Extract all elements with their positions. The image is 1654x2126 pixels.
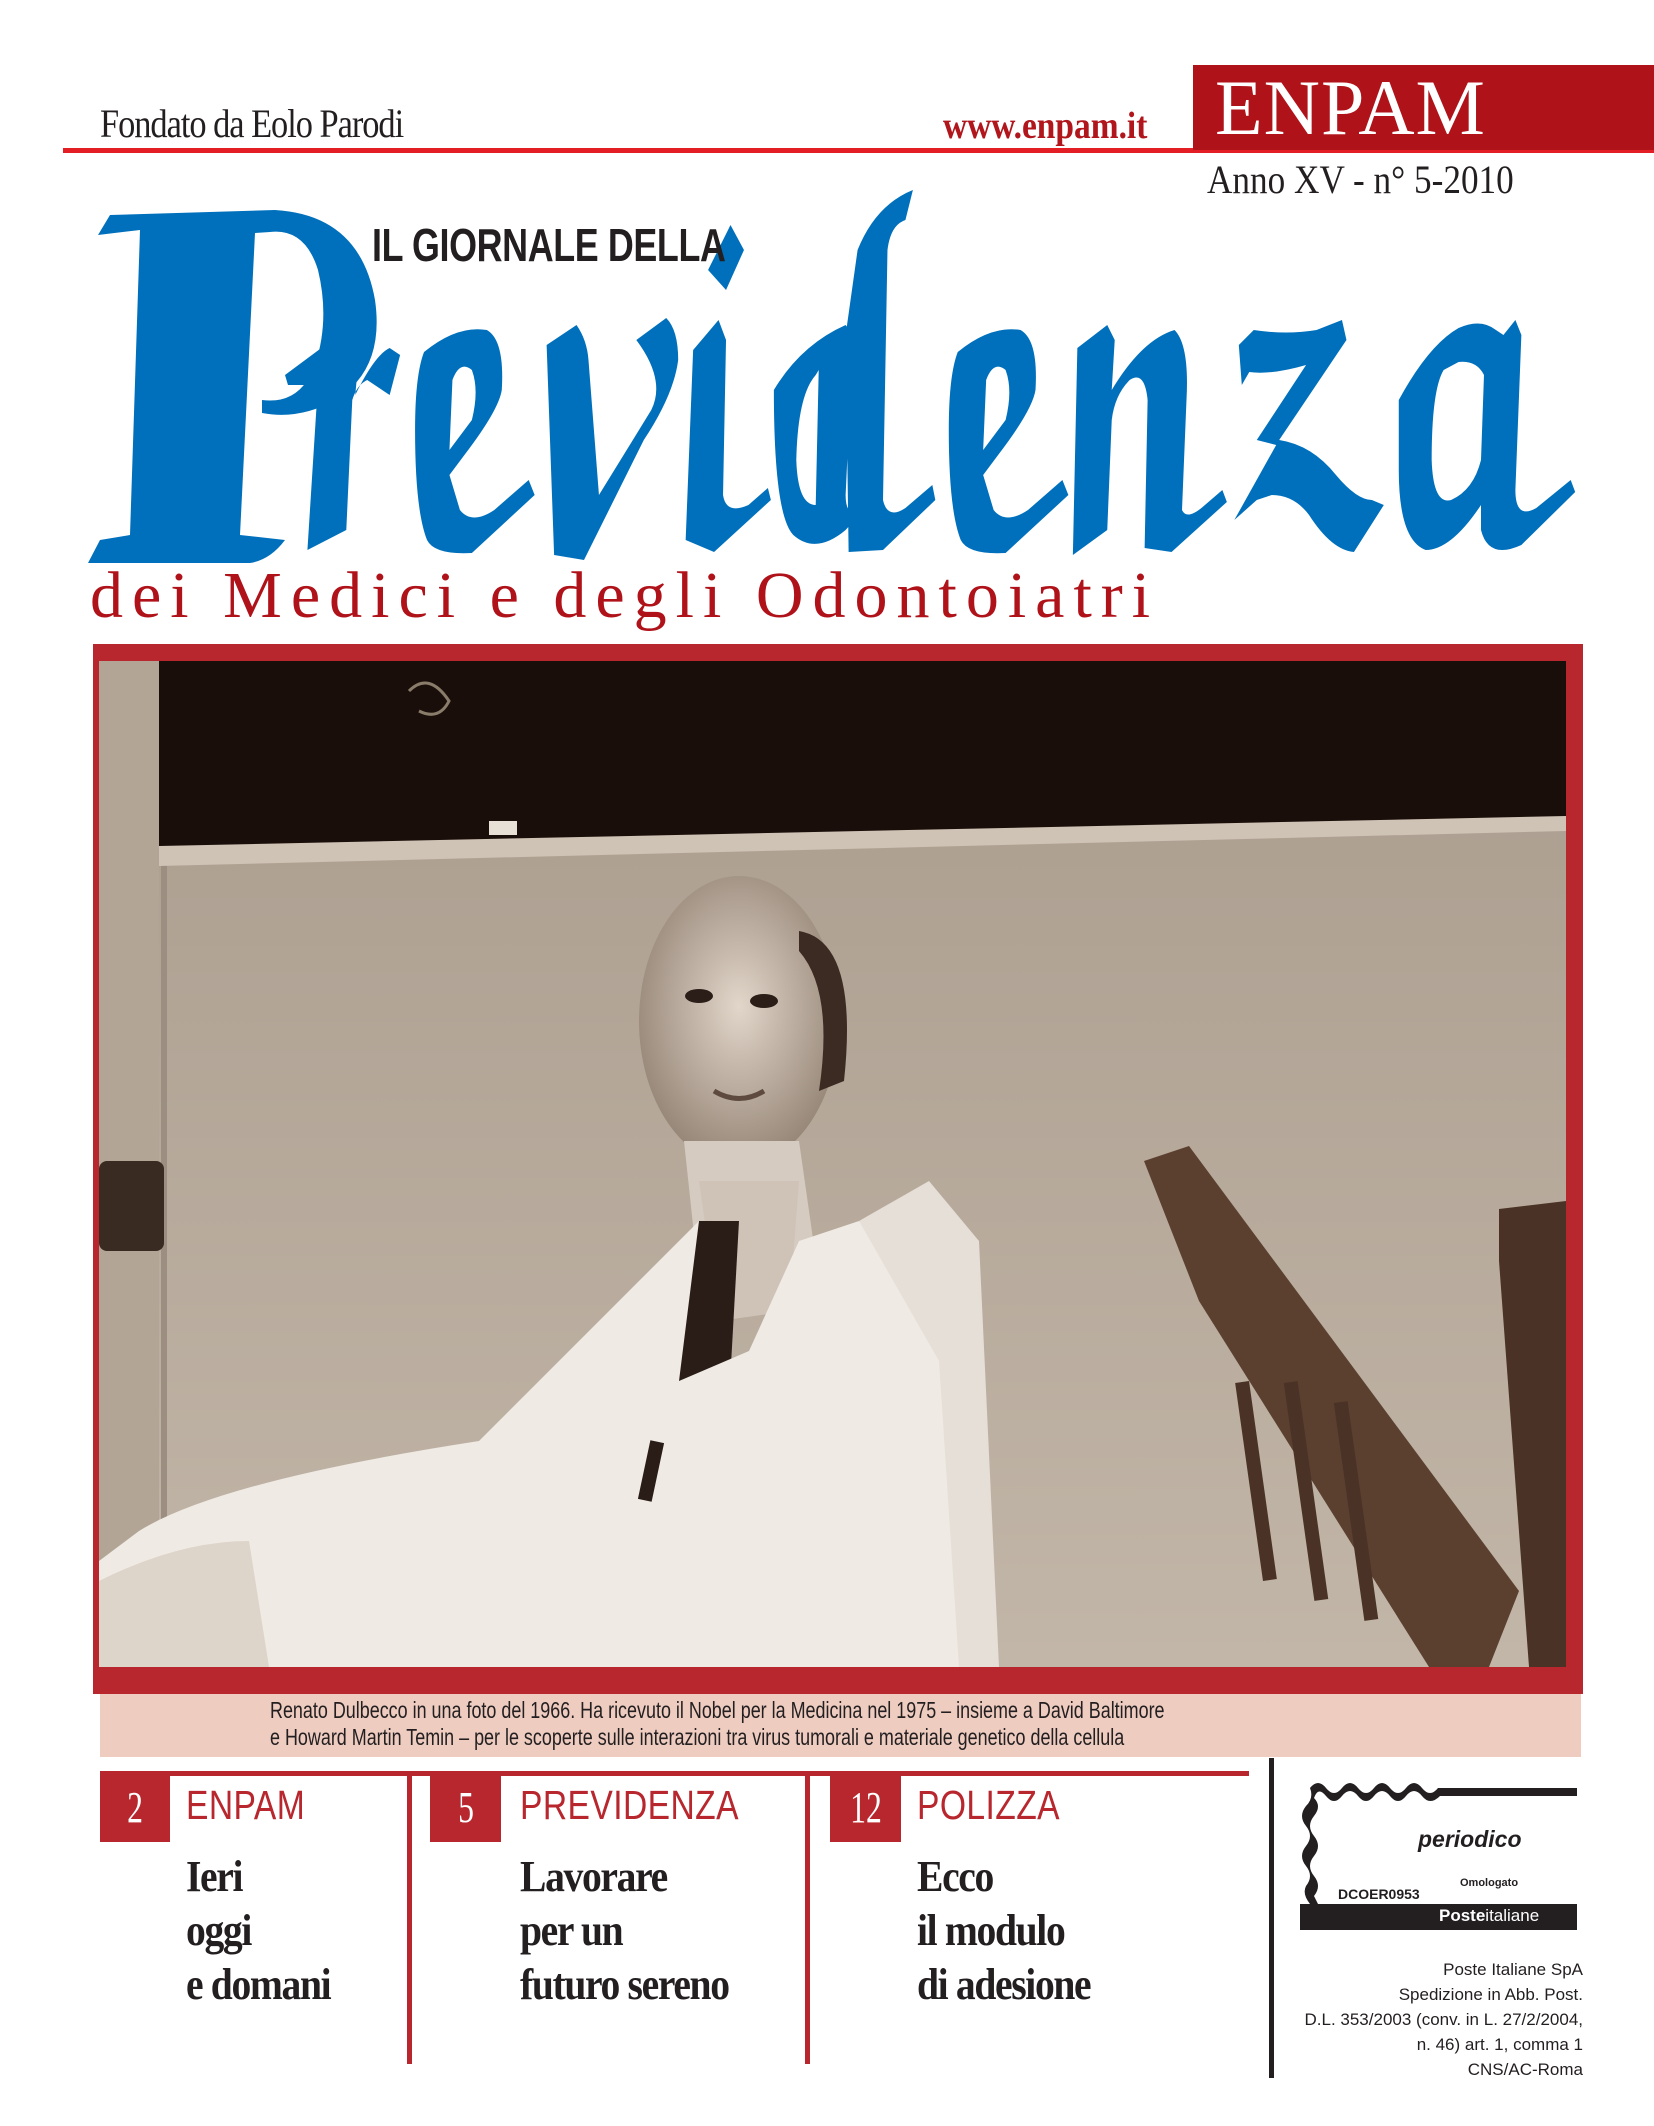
- column-divider: [407, 1771, 412, 2064]
- postal-line: Poste Italiane SpA: [1443, 1960, 1583, 1979]
- postal-line: D.L. 353/2003 (conv. in L. 27/2/2004,: [1304, 2010, 1583, 2029]
- headline-line: e domani: [186, 1960, 331, 2009]
- teaser-headline[interactable]: [520, 1850, 729, 2012]
- caption-line-2: e Howard Martin Temin – per le scoperte sulle interazioni tra virus tumorali e materiale genetico della cellula: [270, 1724, 1125, 1750]
- page-number: 12: [849, 1783, 882, 1832]
- section-label[interactable]: POLIZZA: [917, 1782, 1060, 1828]
- carrier-rest: italiane: [1485, 1906, 1540, 1925]
- postal-line: n. 46) art. 1, comma 1: [1416, 2035, 1583, 2054]
- postage-stamp: [1300, 1776, 1577, 1936]
- masthead-subtitle: dei Medici e degli Odontoiatri: [90, 559, 1160, 632]
- headline-line: per un: [520, 1906, 623, 1955]
- portrait-photo-illustration: [99, 661, 1566, 1667]
- headline-line: Lavorare: [520, 1852, 667, 1901]
- stamp-code: DCOER0953: [1338, 1886, 1420, 1902]
- founder-line: Fondato da Eolo Parodi: [100, 101, 404, 146]
- page-number-box[interactable]: [100, 1771, 170, 1842]
- page-number-box[interactable]: [430, 1771, 501, 1842]
- postal-divider: [1269, 1758, 1274, 2078]
- masthead-kicker: IL GIORNALE DELLA: [372, 219, 726, 271]
- headline-line: Ecco: [917, 1852, 993, 1901]
- section-label[interactable]: ENPAM: [186, 1782, 306, 1828]
- teaser-headline[interactable]: [186, 1850, 330, 2012]
- postal-line: CNS/AC-Roma: [1467, 2060, 1583, 2079]
- headline-line: oggi: [186, 1906, 252, 1955]
- headline-line: di adesione: [917, 1960, 1091, 2009]
- website-link[interactable]: www.enpam.it: [943, 105, 1148, 147]
- teaser-rule: [100, 1771, 1249, 1776]
- stamp-approved: Omologato: [1460, 1877, 1519, 1889]
- headline-line: il modulo: [917, 1906, 1065, 1955]
- issue-number: Anno XV - n° 5-2010: [1207, 157, 1514, 202]
- cover-photo: [99, 661, 1566, 1667]
- carrier-logo: [1439, 1906, 1539, 1926]
- brand-box: [1193, 65, 1654, 150]
- postal-notice: [1300, 1957, 1583, 2082]
- carrier-bold: Poste: [1439, 1906, 1486, 1925]
- page-number: 5: [457, 1783, 474, 1832]
- brand-logo-text: ENPAM: [1215, 64, 1486, 151]
- column-divider: [805, 1771, 810, 2064]
- section-label[interactable]: PREVIDENZA: [520, 1782, 739, 1828]
- page-number: 2: [127, 1783, 143, 1832]
- headline-line: Ieri: [186, 1852, 243, 1901]
- postal-line: Spedizione in Abb. Post.: [1398, 1985, 1583, 2004]
- headline-line: futuro sereno: [520, 1960, 729, 2009]
- photo-caption: [270, 1697, 1165, 1751]
- teaser-headline[interactable]: [917, 1850, 1090, 2012]
- stamp-type: periodico: [1418, 1826, 1522, 1852]
- caption-line-1: Renato Dulbecco in una foto del 1966. Ha ricevuto il Nobel per la Medicina nel 1975 – insieme a David Baltimore: [270, 1697, 1165, 1723]
- masthead-title: [0, 170, 1654, 570]
- page-number-box[interactable]: [830, 1771, 901, 1842]
